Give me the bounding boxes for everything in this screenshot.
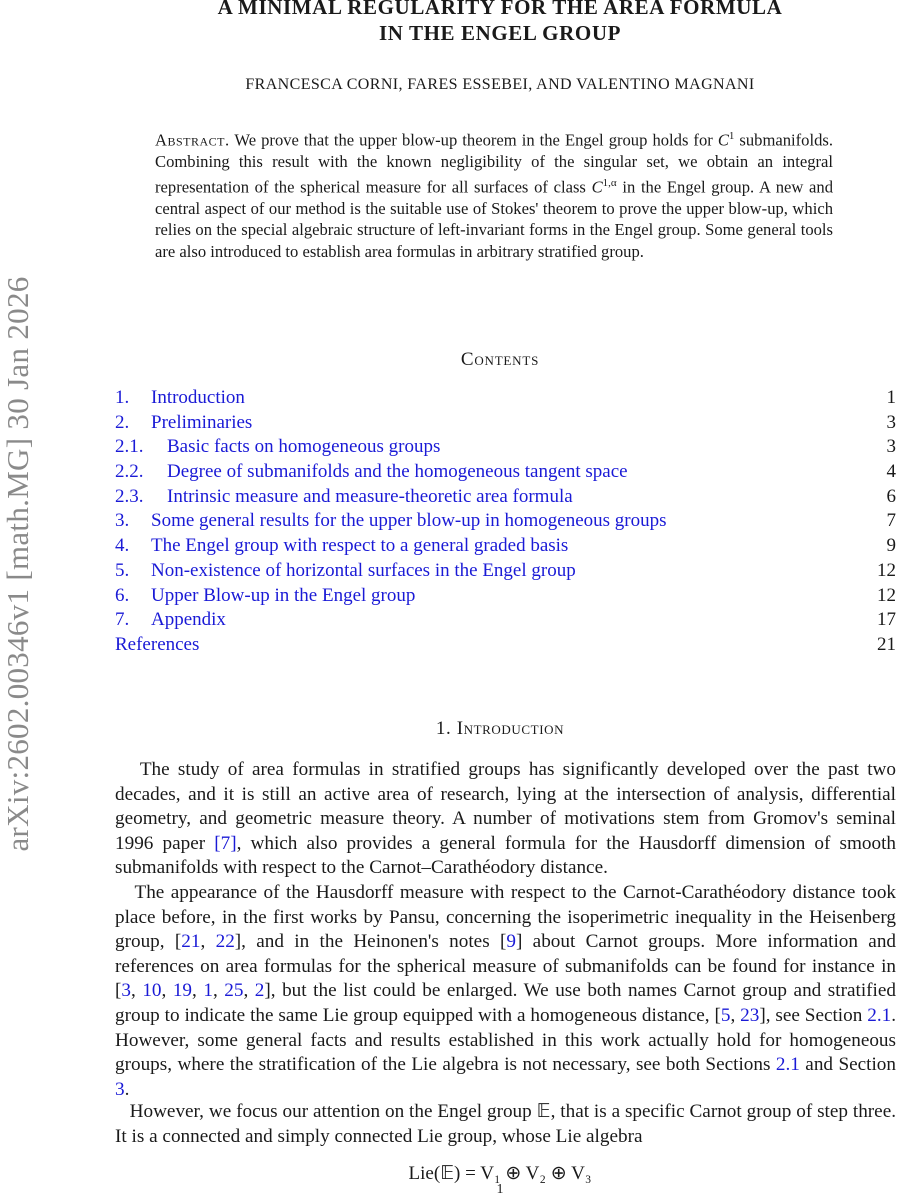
paragraph-text: . However, some general facts and results established in this work actually hold for homogeneous groups, where the stratification of the Lie algebra is not necessary, see both Sections — [115, 1004, 896, 1076]
citation-link[interactable]: 5 — [720, 1004, 731, 1026]
paragraph-3 — [115, 1100, 896, 1149]
toc-item-references[interactable] — [115, 633, 896, 658]
paragraph-1 — [115, 758, 896, 881]
toc-number[interactable]: 1. — [115, 387, 130, 408]
toc-number[interactable]: 2.1. — [115, 436, 144, 458]
toc-title[interactable]: References — [115, 633, 200, 655]
toc-item-non-existence[interactable] — [115, 559, 896, 584]
authors: FRANCESCA CORNI, FARES ESSEBEI, AND VALENTINO MAGNANI — [245, 76, 755, 93]
citation-link[interactable]: 19 — [172, 980, 193, 1002]
abstract-text-3: in the Engel group. A new and central aspect of our method is the suitable use of Stokes' theorem to prove the upper blow-up, which relies on the special algebraic structure of left-invariant forms in the Engel group. Some general tools are also introduced to establish area formulas in arbitrary stratified group. — [155, 177, 834, 261]
contents-heading: Contents — [460, 349, 540, 370]
toc-page: 9 — [886, 535, 896, 557]
citation-link[interactable]: 22 — [215, 931, 235, 953]
toc-number[interactable]: 2. — [115, 411, 130, 433]
toc-page: 4 — [886, 461, 896, 483]
toc-title[interactable]: Introduction — [151, 387, 245, 408]
separator: , — [200, 931, 216, 953]
toc-item-intrinsic-measure[interactable] — [115, 485, 896, 510]
toc-item-degree-submanifolds[interactable] — [115, 460, 896, 485]
toc-item-upper-blow-up[interactable] — [115, 584, 896, 609]
toc-page: 3 — [886, 436, 896, 458]
toc-title[interactable]: Some general results for the upper blow-up in homogeneous groups — [151, 510, 667, 532]
abstract-c1: C — [717, 130, 729, 150]
citation-link[interactable]: 2 — [254, 980, 265, 1002]
paragraph-2: The appearance of the Hausdorff measure with respect to the Carnot-Carathéodory distance took place before, in the first works by Pansu, concerning the isoperimetric inequality in the Heisenberg group, [21, 22], and in the Heinonen's notes [9] about Carnot groups. More information and references on area formulas for the spherical measure of submanifolds can be found for instance in [3, 10, 19, 1, 25, 2], but the list could be enlarged. We use both names Carnot group and stratified group to indicate the same Lie group equipped with a homogeneous distance, [5, 23], see Section 2.1. However, some general facts and results established in this work actually hold for homogeneous groups, where the stratification of the Lie algebra is not necessary, see both Sections 2.1 and Section 3. — [115, 882, 897, 1100]
toc-page: 3 — [886, 411, 896, 433]
abstract-text-2: submanifolds. Combining this result with the known negligibility of the singular set, we obtain an integral representation of the spherical measure for all surfaces of class — [155, 130, 833, 197]
citation-link[interactable]: 1 — [203, 980, 213, 1002]
toc-page: 12 — [877, 559, 896, 581]
toc-page: 6 — [886, 485, 896, 507]
paper-title-line-1: A MINIMAL REGULARITY FOR THE AREA FORMULA — [217, 0, 783, 19]
paragraph-text: However, we focus our attention on the Engel group 𝔼, that is a specific Carnot group of step three. It is a connected and simply connected Lie group, whose Lie algebra — [115, 1101, 897, 1147]
toc-page: 7 — [886, 510, 896, 532]
toc-number[interactable]: 2.2. — [115, 461, 144, 483]
citation-link[interactable]: 10 — [142, 980, 162, 1002]
toc-item-appendix[interactable] — [115, 608, 896, 633]
toc-number[interactable]: 5. — [115, 559, 130, 581]
abstract-text-1: We prove that the upper blow-up theorem in the Engel group holds for — [229, 130, 718, 150]
citation-link[interactable]: 21 — [181, 931, 201, 953]
toc-title[interactable]: The Engel group with respect to a general graded basis — [151, 535, 569, 557]
toc-number[interactable]: 3. — [115, 510, 130, 532]
abstract-c1a-sup: 1,α — [602, 176, 617, 189]
toc-item-engel-group-basis[interactable] — [115, 534, 896, 559]
section-link[interactable]: 2.1 — [867, 1004, 892, 1026]
citation-link[interactable]: 23 — [740, 1004, 760, 1026]
toc-title[interactable]: Upper Blow-up in the Engel group — [151, 584, 416, 606]
page-number: 1 — [496, 1182, 504, 1197]
section-number: 1. — [435, 718, 452, 739]
paragraph-text: ], but the list could be enlarged. We use both names Carnot group and stratified group to indicate the same Lie group equipped with a homogeneous distance, [ — [115, 980, 896, 1026]
section-link[interactable]: 3 — [115, 1078, 125, 1100]
toc-title[interactable]: Basic facts on homogeneous groups — [167, 436, 441, 458]
toc-number[interactable]: 2.3. — [115, 485, 144, 507]
toc-page: 12 — [877, 584, 896, 606]
abstract — [155, 126, 833, 262]
toc-title[interactable]: Degree of submanifolds and the homogeneous tangent space — [167, 461, 628, 483]
citation-link[interactable]: 25 — [224, 980, 244, 1002]
arxiv-stamp — [0, 232, 36, 897]
paragraph-text: The appearance of the Hausdorff measure with respect to the Carnot-Carathéodory distance took place before, in the first works by Pansu, concerning the isoperimetric inequality in the Heisenberg group, [ — [115, 882, 897, 953]
toc-page: 21 — [877, 633, 896, 655]
toc-title[interactable]: Non-existence of horizontal surfaces in the Engel group — [151, 559, 576, 581]
toc-title[interactable]: Intrinsic measure and measure-theoretic area formula — [167, 485, 573, 507]
paragraph-text: ], and in the Heinonen's notes [ — [234, 931, 507, 953]
equation-lie-algebra: Lie(𝔼) = V₁ ⊕ V₂ ⊕ V₃ — [408, 1163, 592, 1184]
paragraph-text: ], see Section — [759, 1004, 868, 1026]
toc-item-basic-facts[interactable] — [115, 435, 896, 460]
paragraph-text: . — [124, 1078, 130, 1100]
table-of-contents — [115, 386, 896, 658]
abstract-c1-sup: 1 — [728, 130, 735, 142]
toc-page: 1 — [886, 387, 896, 408]
toc-number[interactable]: 7. — [115, 609, 130, 631]
abstract-label: Abstract. — [155, 130, 230, 150]
toc-item-introduction[interactable] — [115, 386, 896, 411]
citation-link[interactable]: [7] — [214, 832, 237, 854]
toc-item-general-results[interactable] — [115, 509, 896, 534]
toc-number[interactable]: 4. — [115, 535, 130, 557]
paragraph-text: , which also provides a general formula for the Hausdorff dimension of smooth submanifolds with respect to the Carnot–Carathéodory distance. — [115, 832, 896, 879]
section-title: Introduction — [456, 718, 565, 739]
section-link[interactable]: 2.1 — [775, 1054, 800, 1076]
toc-title[interactable]: Preliminaries — [151, 411, 253, 433]
citation-link[interactable]: 3 — [121, 980, 131, 1002]
arxiv-id[interactable]: arXiv:2602.00346v1 [math.MG] 30 Jan 2026 — [0, 276, 35, 852]
toc-page: 17 — [877, 609, 896, 631]
paragraph-text: The study of area formulas in stratified groups has significantly developed over the past two decades, and it is still an active area of research, lying at the intersection of analysis, differential geometry, and geometric measure theory. A number of motivations stem from Gromov's seminal 1996 paper — [115, 759, 897, 854]
paragraph-text: and Section — [799, 1054, 896, 1076]
section-heading — [100, 718, 898, 740]
citation-link[interactable]: 9 — [506, 931, 516, 953]
toc-title[interactable]: Appendix — [151, 609, 226, 631]
toc-number[interactable]: 6. — [115, 584, 130, 606]
paper-title-line-2: IN THE ENGEL GROUP — [378, 21, 622, 45]
abstract-c1a: C — [591, 177, 603, 197]
paragraph-text: ] about Carnot groups. More information and references on area formulas for the spherical measure of submanifolds can be found for instance in [ — [115, 931, 897, 1002]
toc-item-preliminaries[interactable] — [115, 411, 896, 436]
